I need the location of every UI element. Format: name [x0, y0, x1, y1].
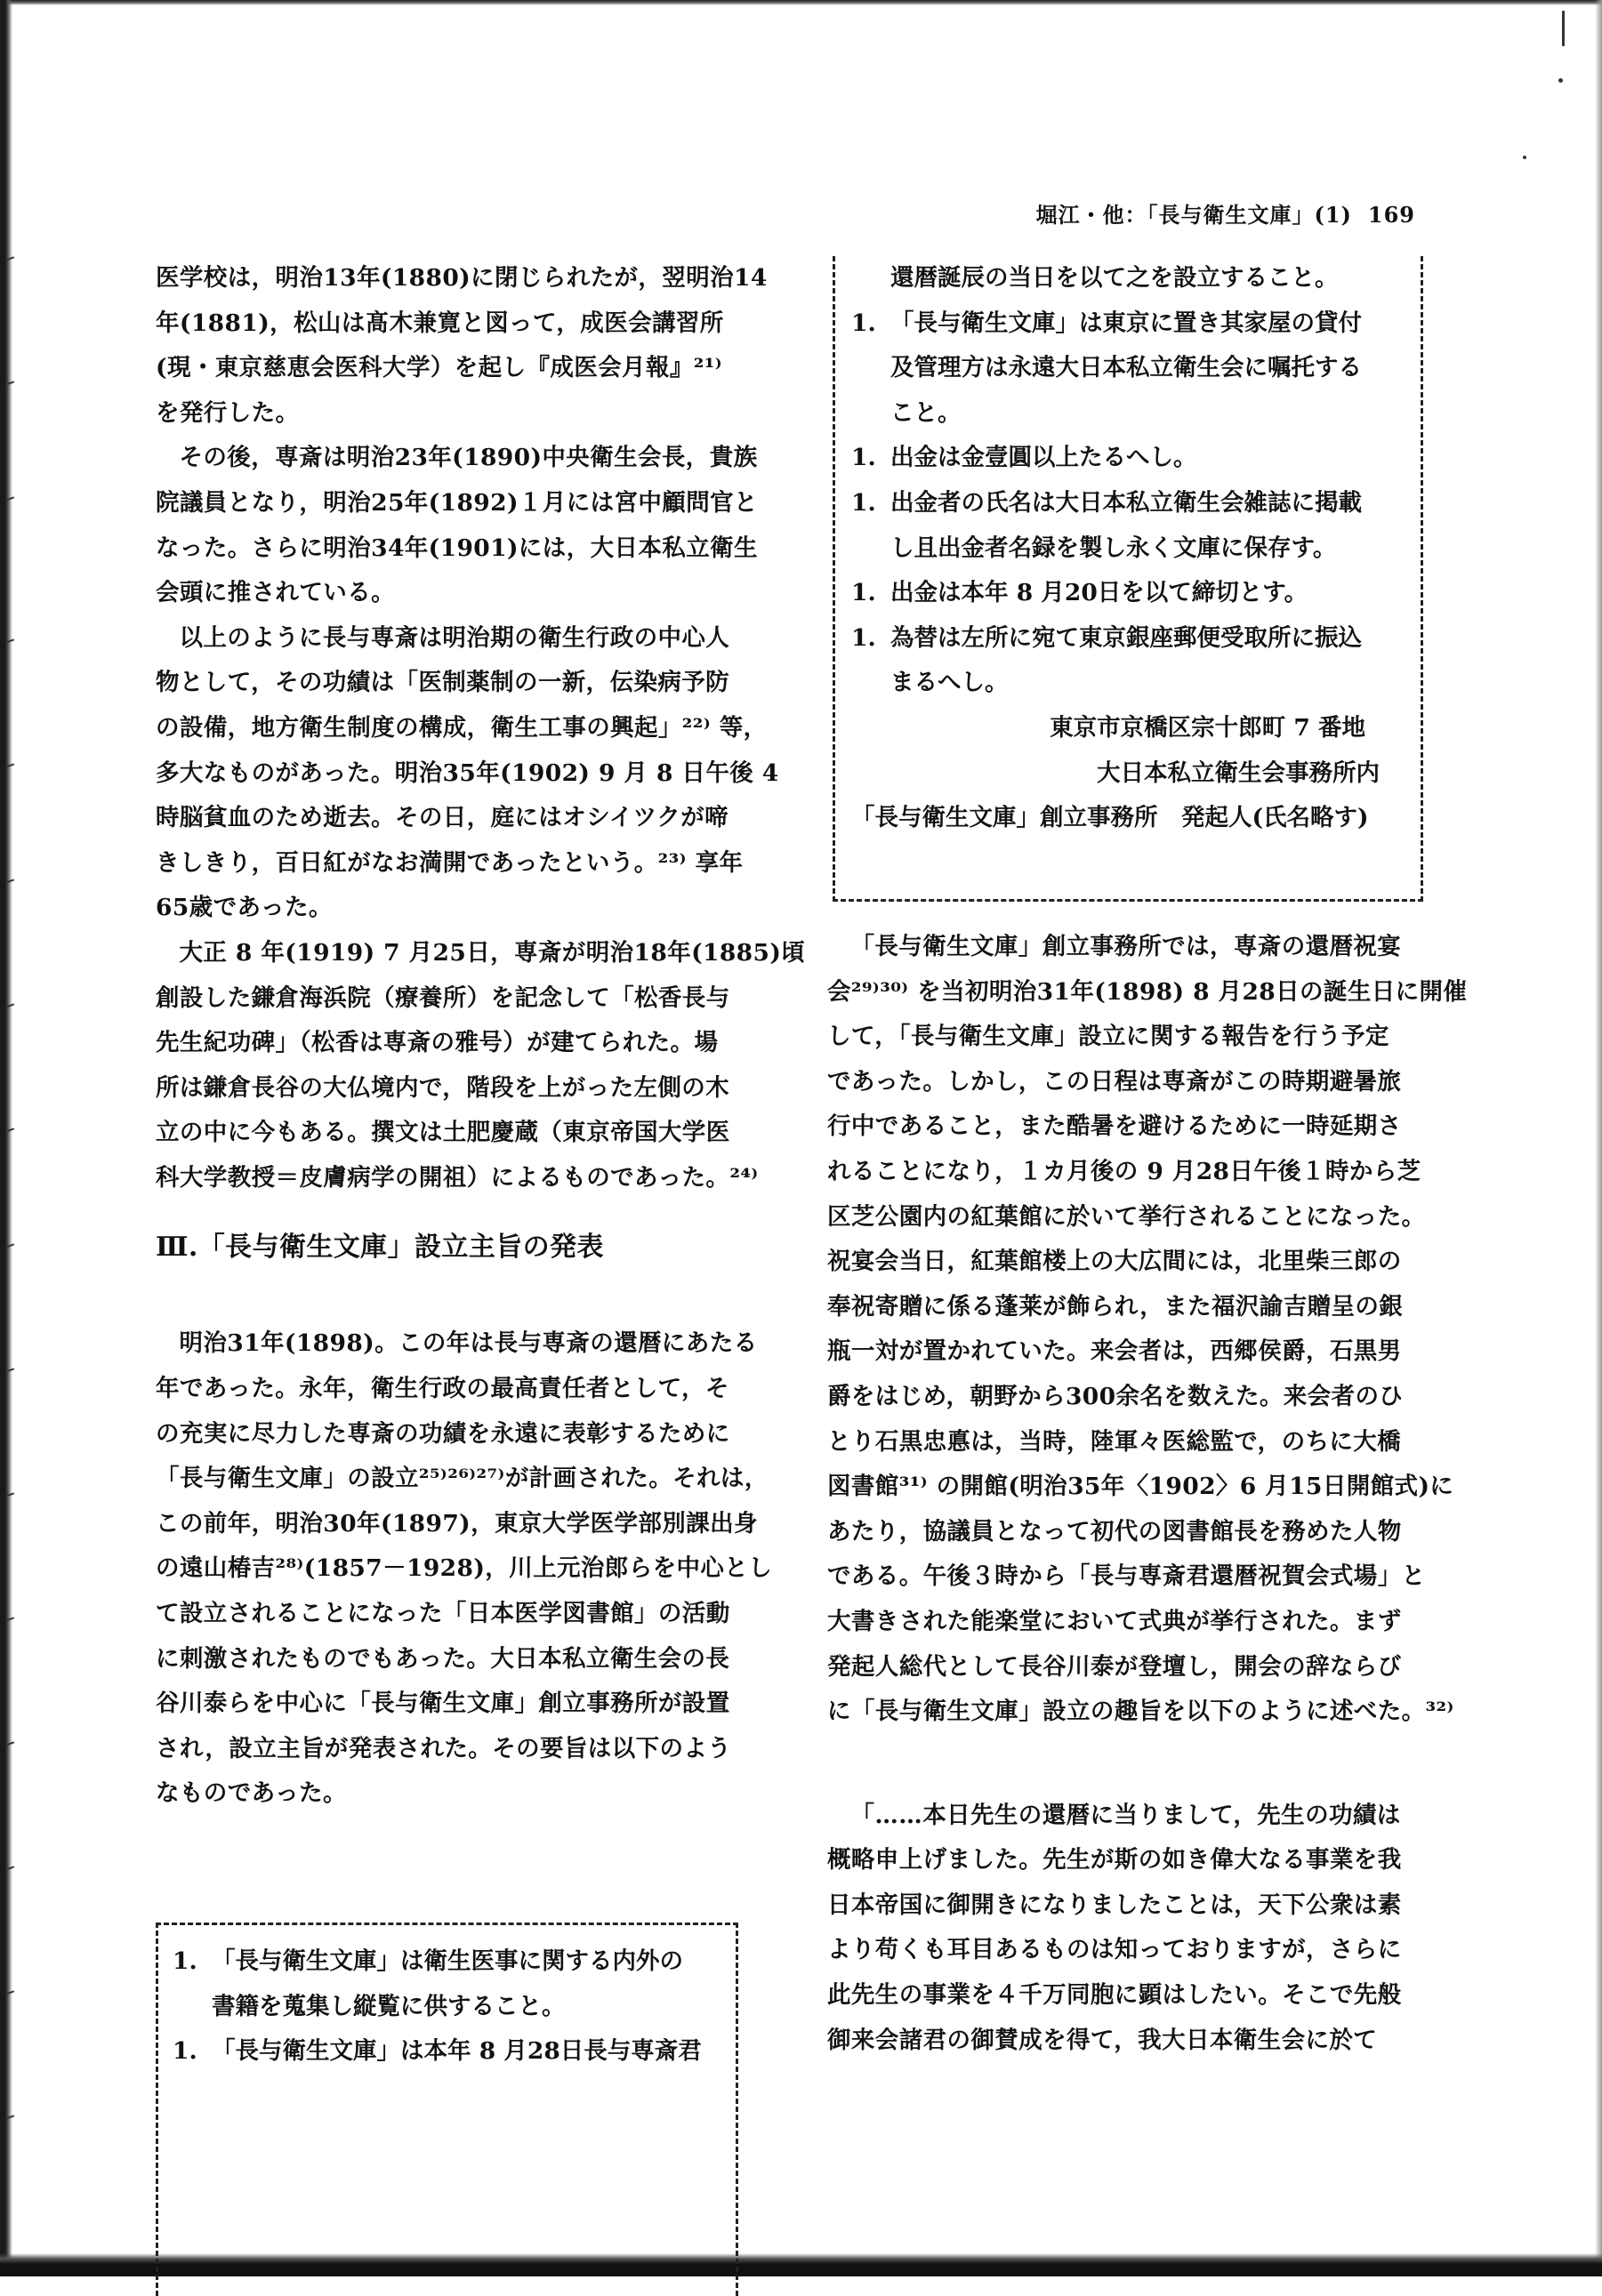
paragraph — [156, 1321, 773, 1817]
text-line: なった。さらに明治34年(1901)には，大日本私立衛生 — [156, 534, 758, 562]
text-line: 以上のように長与専斎は明治期の衛生行政の中心人 — [179, 623, 730, 652]
text-line: の充実に尽力した専斎の功績を永遠に表彰するために — [156, 1419, 730, 1448]
address-line: 大日本私立衛生会事務所内 — [1097, 759, 1380, 787]
right-column — [827, 925, 1468, 2063]
prospectus-item — [851, 481, 1406, 526]
text-line: 時脳貧血のため逝去。その日，庭にはオシイツクが啼 — [156, 804, 729, 832]
text-line: きしきり，百日紅がなお満開であったという。²³⁾ 享年 — [156, 848, 744, 877]
text-line: 発起人総代として長谷川泰が登壇し，開会の辞ならび — [827, 1652, 1402, 1681]
text-line: の遠山椿吉²⁸⁾(1857－1928)，川上元治郎らを中心とし — [156, 1554, 773, 1583]
scan-edge-right — [1595, 0, 1602, 2276]
text-line: より苟くも耳目あるものは知っておりますが，さらに — [827, 1936, 1402, 1964]
text-line: 科大学教授＝皮膚病学の開祖）によるものであった。²⁴⁾ — [156, 1163, 759, 1192]
binding-marks — [5, 0, 16, 2276]
item-number: 1. — [851, 579, 876, 607]
text-line: 創設した鎌倉海浜院（療養所）を記念して「松香長与 — [156, 983, 730, 1012]
text-line: れることになり，１カ月後の 9 月28日午後１時から芝 — [827, 1157, 1421, 1185]
section-heading: Ⅲ.「長与衛生文庫」設立主旨の発表 — [156, 1232, 604, 1264]
text-line: 祝宴会当日，紅葉館楼上の大広間には，北里柴三郎の — [827, 1248, 1402, 1276]
text-line: あたり，協議員となって初代の図書館長を務めた人物 — [827, 1517, 1402, 1545]
item-number: 1. — [173, 1947, 197, 1975]
item-text: まるへし。 — [890, 669, 1009, 697]
item-text: 書籍を蒐集し縦覧に供すること。 — [212, 1992, 566, 2020]
quotation — [827, 1794, 1441, 2064]
prospectus-item — [851, 436, 1406, 481]
scan-speck — [1523, 156, 1526, 159]
item-number: 1. — [851, 488, 876, 517]
item-text: 出金者の氏名は大日本私立衛生会雑誌に掲載 — [890, 488, 1362, 517]
text-line: 「長与衛生文庫」の設立²⁵⁾²⁶⁾²⁷⁾が計画された。それは， — [156, 1465, 769, 1493]
prospectus-item — [851, 301, 1406, 347]
text-line: 物として，その功績は「医制薬制の一新，伝染病予防 — [156, 669, 730, 697]
header-authors: 堀江・他：「長与衛生文庫」(1) — [1035, 202, 1352, 228]
text-line: 会頭に推されている。 — [156, 579, 395, 607]
text-line: 谷川泰らを中心に「長与衛生文庫」創立事務所が設置 — [156, 1690, 730, 1718]
text-line: 65歳であった。 — [156, 894, 333, 922]
text-line: 爵をはじめ，朝野から300余名を数えた。来会者のひ — [827, 1382, 1404, 1410]
text-line: 医学校は，明治13年(1880)に閉じられたが，翌明治14 — [156, 264, 768, 292]
signature-line: 「長与衛生文庫」創立事務所 発起人(氏名略す) — [851, 804, 1369, 832]
text-line: 年(1881)，松山は髙木兼寛と図って，成医会講習所 — [156, 309, 724, 337]
text-line: 日本帝国に御開きになりましたことは，天下公衆は素 — [827, 1891, 1402, 1919]
prospectus-item — [173, 1939, 721, 1985]
text-line: 会²⁹⁾³⁰⁾ を当初明治31年(1898) 8 月28日の誕生日に開催 — [827, 977, 1468, 1006]
text-line: 行中であること，また酷暑を避けるために一時延期さ — [827, 1112, 1402, 1141]
text-line: 「……本日先生の還暦に当りまして，先生の功績は — [850, 1801, 1401, 1829]
paragraph — [156, 931, 806, 1201]
item-number: 1. — [851, 444, 876, 472]
prospectus-item — [851, 616, 1406, 662]
text-line: て設立されることになった「日本医学図書館」の活動 — [156, 1600, 730, 1628]
text-line: に「長与衛生文庫」設立の趣旨を以下のように述べた。³²⁾ — [827, 1698, 1454, 1726]
item-text: 還暦誕辰の当日を以て之を設立すること。 — [890, 264, 1339, 292]
text-line: (現・東京慈恵会医科大学）を起し『成医会月報』²¹⁾ — [156, 354, 723, 382]
scan-edge-top — [0, 0, 1602, 5]
paragraph — [156, 256, 768, 436]
paragraph — [156, 616, 779, 931]
page-number: 169 — [1367, 202, 1415, 228]
paragraph — [827, 925, 1468, 1735]
text-line: 大正 8 年(1919) 7 月25日，専斎が明治18年(1885)頃 — [179, 938, 806, 967]
text-line: 概略申上げました。先生が斯の如き偉大なる事業を我 — [827, 1846, 1402, 1875]
paragraph — [156, 436, 761, 615]
text-line: 年であった。永年，衛生行政の最高責任者として，そ — [156, 1375, 729, 1403]
text-line: 院議員となり，明治25年(1892)１月には宮中顧問官と — [156, 488, 758, 517]
scan-speck — [1562, 11, 1565, 46]
address-line: 東京市京橋区宗十郎町 7 番地 — [1050, 713, 1365, 742]
item-number: 1. — [851, 309, 876, 337]
item-text: 「長与衛生文庫」は東京に置き其家屋の貸付 — [890, 309, 1362, 337]
text-line: 所は鎌倉長谷の大仏境内で，階段を上がった左側の木 — [156, 1073, 730, 1102]
prospectus-box-start — [156, 1923, 738, 2296]
item-text: こと。 — [890, 398, 962, 427]
prospectus-item — [851, 571, 1406, 616]
item-text: 為替は左所に宛て東京銀座郵便受取所に振込 — [890, 623, 1362, 652]
prospectus-box-end — [833, 256, 1423, 902]
item-text: 「長与衛生文庫」は衛生医事に関する内外の — [212, 1947, 683, 1975]
text-line: この前年，明治30年(1897)，東京大学医学部別課出身 — [156, 1509, 758, 1537]
text-line: なものであった。 — [156, 1779, 347, 1808]
text-line: その後，専斎は明治23年(1890)中央衛生会長，貴族 — [179, 444, 758, 472]
text-line: 明治31年(1898)。この年は長与専斎の還暦にあたる — [179, 1329, 758, 1358]
item-text: 出金は金壹圓以上たるへし。 — [890, 444, 1197, 472]
item-text: 及管理方は永遠大日本私立衛生会に嘱托する — [890, 354, 1362, 382]
text-line: 此先生の事業を４千万同胞に顕はしたい。そこで先般 — [827, 1981, 1402, 2010]
text-line: 大書きされた能楽堂において式典が挙行された。まず — [827, 1607, 1402, 1635]
text-line: の設備，地方衛生制度の構成，衛生工事の興起」²²⁾ 等， — [156, 713, 768, 742]
text-line: とり石黒忠悳は，当時，陸軍々医総監で，のちに大橋 — [827, 1427, 1402, 1456]
text-line: 「長与衛生文庫」創立事務所では，専斎の還暦祝宴 — [850, 933, 1402, 960]
text-line: を発行した。 — [156, 398, 300, 427]
running-header — [1035, 197, 1415, 229]
text-line: 図書館³¹⁾ の開館(明治35年〈1902〉6 月15日開館式)に — [827, 1473, 1454, 1501]
left-column — [156, 256, 806, 1817]
text-line: である。午後３時から「長与専斎君還暦祝賀会式場」と — [827, 1562, 1426, 1591]
text-line: 御来会諸君の御賛成を得て，我大日本衛生会に於て — [827, 2026, 1378, 2054]
prospectus-item — [173, 2029, 721, 2075]
text-line: 先生紀功碑」（松香は専斎の雅号）が建てられた。場 — [156, 1029, 719, 1057]
text-line: して，「長与衛生文庫」設立に関する報告を行う予定 — [827, 1023, 1389, 1051]
item-text: し且出金者名録を製し永く文庫に保存す。 — [890, 534, 1337, 562]
text-line: 奉祝寄贈に係る蓬莱が飾られ，また福沢諭吉贈呈の銀 — [827, 1292, 1404, 1321]
text-line: に刺激されたものでもあった。大日本私立衛生会の長 — [156, 1644, 730, 1673]
text-line: 立の中に今もある。撰文は土肥慶蔵（東京帝国大学医 — [156, 1119, 730, 1147]
text-line: 瓶一対が置かれていた。来会者は，西郷侯爵，石黒男 — [827, 1337, 1402, 1366]
text-line: 多大なものがあった。明治35年(1902) 9 月 8 日午後 4 — [156, 759, 779, 787]
item-number: 1. — [173, 2037, 197, 2066]
item-text: 「長与衛生文庫」は本年 8 月28日長与専斎君 — [212, 2037, 702, 2066]
text-line: であった。しかし，この日程は専斎がこの時期避暑旅 — [827, 1067, 1402, 1096]
item-number: 1. — [851, 623, 876, 652]
text-line: され，設立主旨が発表された。その要旨は以下のよう — [156, 1734, 732, 1762]
text-line: 区芝公園内の紅葉館に於いて挙行されることになった。 — [827, 1202, 1426, 1231]
scan-speck — [1558, 78, 1563, 83]
item-text: 出金は本年 8 月20日を以て締切とす。 — [890, 579, 1308, 607]
